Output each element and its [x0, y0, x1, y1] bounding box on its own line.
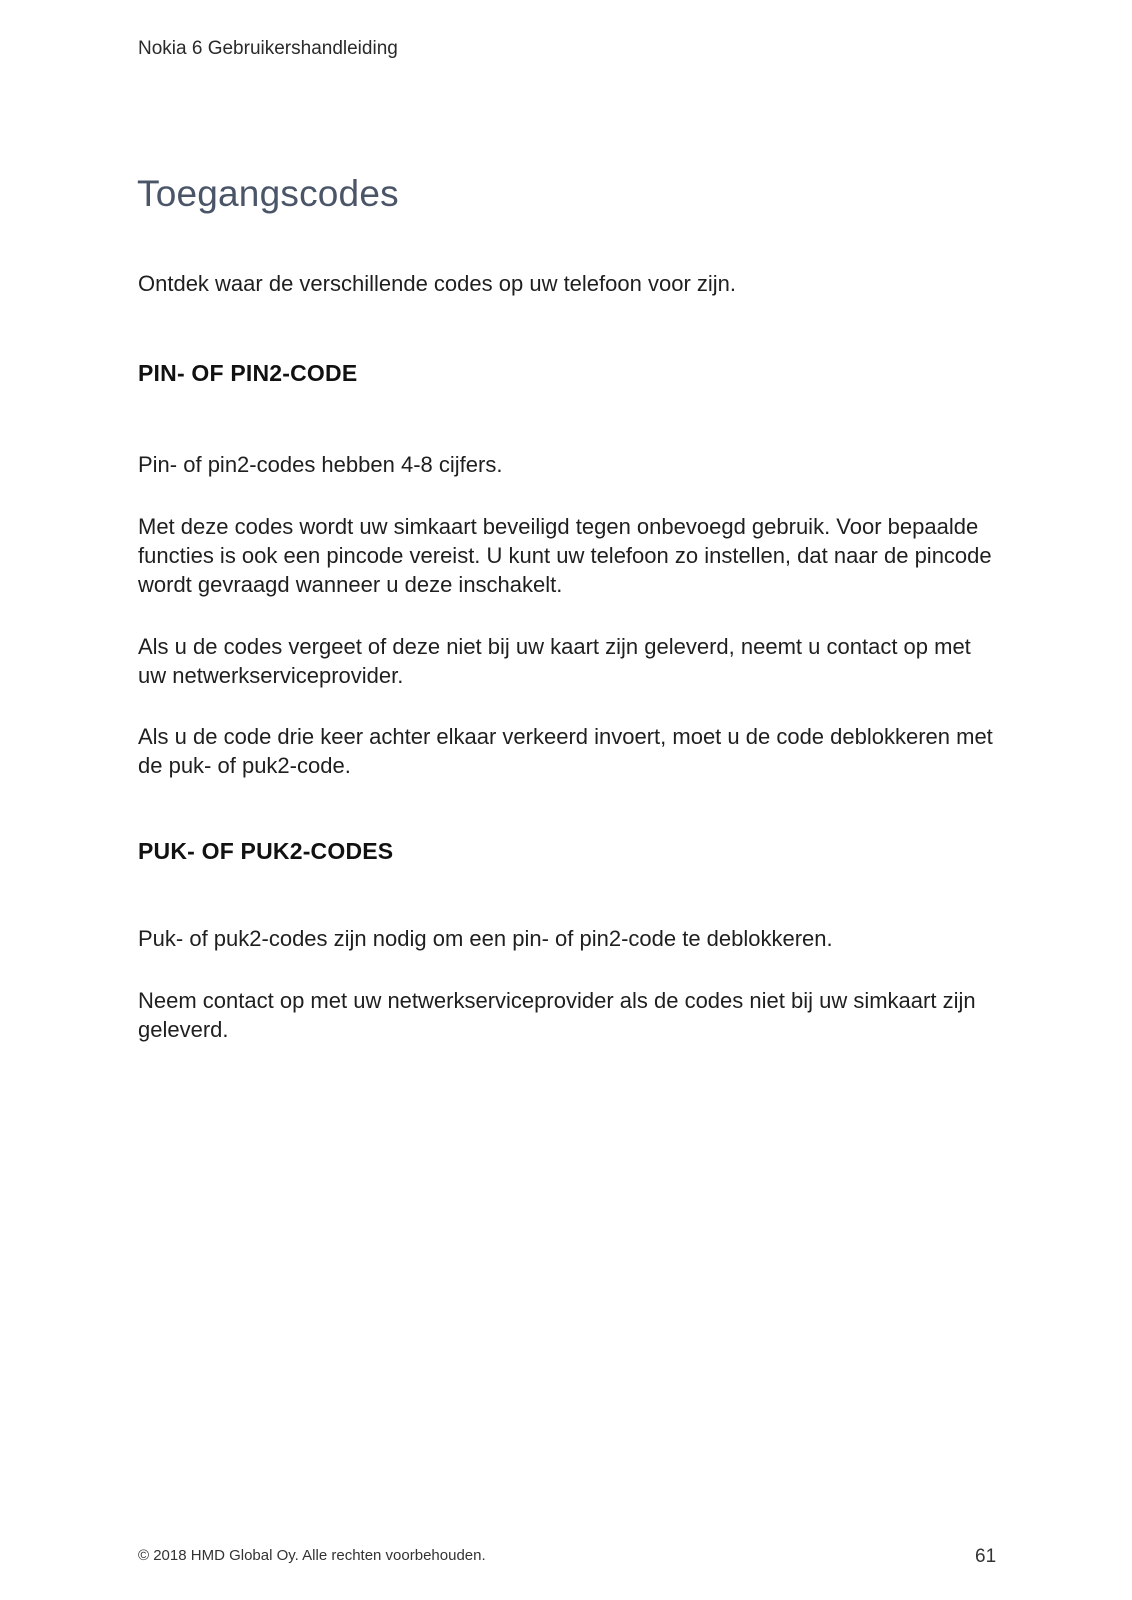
- pin-paragraph-2: Met deze codes wordt uw simkaart beveiligd tegen onbevoegd gebruik. Voor bepaalde functies is ook een pincode vereist. U kunt uw telefoon zo instellen, dat naar de pincode wordt gevraagd wanneer u deze inschakelt.: [138, 514, 992, 597]
- pin-paragraph-4: Als u de code drie keer achter elkaar verkeerd invoert, moet u de code deblokkeren met de puk- of puk2-code.: [138, 724, 993, 778]
- footer-copyright: © 2018 HMD Global Oy. Alle rechten voorbehouden.: [138, 1547, 486, 1564]
- puk-paragraph-2: Neem contact op met uw netwerkserviceprovider als de codes niet bij uw simkaart zijn geleverd.: [138, 988, 976, 1042]
- section-heading-pin: PIN- OF PIN2-CODE: [138, 360, 358, 386]
- intro-paragraph: Ontdek waar de verschillende codes op uw telefoon voor zijn.: [138, 271, 737, 296]
- section-heading-puk: PUK- OF PUK2-CODES: [138, 838, 394, 864]
- pin-paragraph-1: Pin- of pin2-codes hebben 4-8 cijfers.: [138, 452, 503, 477]
- puk-paragraph-1: Puk- of puk2-codes zijn nodig om een pin- of pin2-code te deblokkeren.: [138, 926, 833, 951]
- pin-paragraph-3: Als u de codes vergeet of deze niet bij uw kaart zijn geleverd, neemt u contact op met uw netwerkserviceprovider.: [138, 634, 971, 688]
- page-number: 61: [975, 1546, 997, 1567]
- page-title: Toegangscodes: [137, 173, 399, 214]
- running-header: Nokia 6 Gebruikershandleiding: [138, 38, 398, 59]
